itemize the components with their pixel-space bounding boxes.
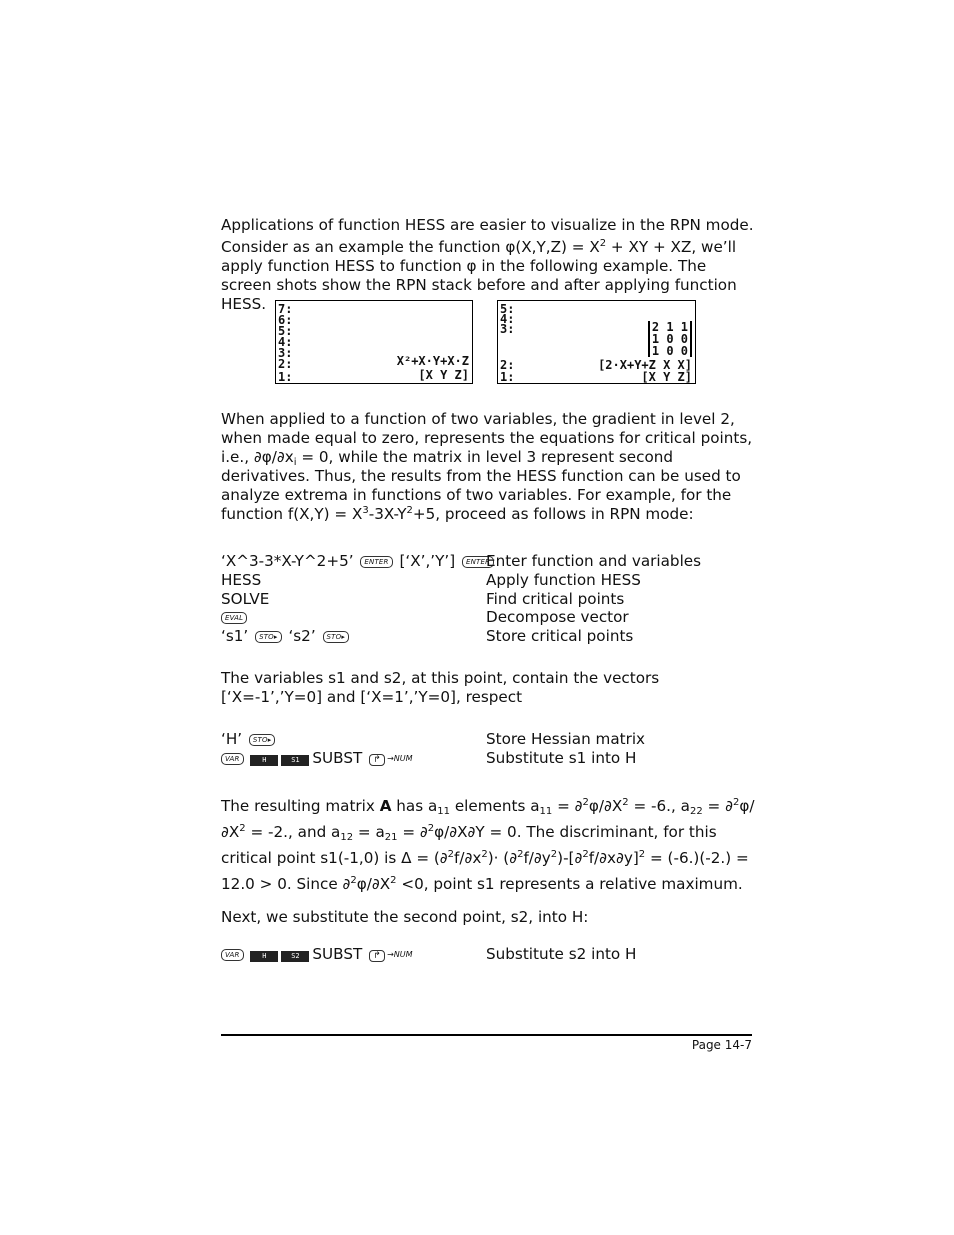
gradient-vector: [2·X+Y+Z X X]	[598, 358, 692, 372]
matrix-row: 1 0 0	[651, 332, 688, 346]
stack-level-label: 5:	[278, 324, 293, 338]
page-number: Page 14-7	[691, 1038, 752, 1052]
step-store: ‘s1’ STO▸ ‘s2’ STO▸ Store critical points	[221, 627, 634, 645]
step-hess: HESS Apply function HESS	[221, 571, 641, 589]
next-paragraph: Next, we substitute the second point, s2, into H:	[221, 908, 589, 926]
step-eval: EVAL Decompose vector	[221, 608, 756, 627]
step-enter-function: ‘X^3-3*X-Y^2+5’ ENTER [‘X’,’Y’] ENTER Enter function and variables	[221, 552, 702, 570]
stack-vars: [X Y Z]	[418, 368, 469, 382]
step-store-hessian: ‘H’ STO▸ Store Hessian matrix	[221, 730, 646, 748]
stack-level-label: 7:	[278, 302, 293, 316]
eval-key[interactable]: EVAL	[221, 612, 247, 624]
stack-level-label: 1:	[278, 370, 293, 384]
stack-level-label: 1:	[500, 370, 515, 384]
variables-paragraph: The variables s1 and s2, at this point, contain the vectors [‘X=-1’,’Y=0] and [‘X=1’,’Y=0], respect	[221, 669, 660, 706]
softkey-h[interactable]: H	[250, 755, 278, 766]
stack-vars: [X Y Z]	[641, 370, 692, 384]
num-key[interactable]: →NUM	[387, 950, 413, 959]
calculator-screen-before	[275, 300, 473, 384]
num-key[interactable]: →NUM	[387, 754, 413, 763]
softkey-s1[interactable]: S1	[281, 755, 309, 766]
stack-level-label: 2:	[278, 357, 293, 371]
right-shift-key[interactable]: ↱	[369, 754, 385, 766]
var-key[interactable]: VAR	[221, 949, 244, 961]
stack-level-label: 6:	[278, 313, 293, 327]
footer-rule	[221, 1034, 752, 1036]
var-key[interactable]: VAR	[221, 753, 244, 765]
enter-key[interactable]: ENTER	[360, 556, 392, 568]
intro-paragraph: Applications of function HESS are easier to visualize in the RPN mode.	[221, 216, 754, 234]
step-subst-s1: VAR H S1 SUBST ↱ →NUM Substitute s1 into H	[221, 749, 756, 768]
stack-level-label: 3:	[278, 346, 293, 360]
enter-key[interactable]: ENTER	[462, 556, 494, 568]
stack-level-label: 5:	[500, 302, 515, 316]
matrix-row: 2 1 1	[651, 320, 688, 334]
gradient-paragraph: When applied to a function of two variables, the gradient in level 2, when made equal to zero, represents the equations for critical points, i.e., $\partial\varphi/\partial x_i = 0$, while the matrix in level 3 represent second derivatives. Thus, the results from the HESS function can be used to analyze extrema in functions of two variables. For example, for the function $f(X,Y) = X^3-3X-Y^2+5$, proceed as follows in RPN mode:	[221, 410, 753, 523]
matrix-row: 1 0 0	[651, 344, 688, 358]
results-paragraph: The resulting matrix A has $a_{11}$ elements $a_{11} = \partial^2\varphi/\partial X^2 = -6$., $a_{22} = \partial^2\varphi/\partial X^2 = -2$., and $a_{12} = a_{21} = \partial^2\varphi/\partial X\partial Y = 0$. The discriminant, for this critical point s1(-1,0) is $\Delta = (\partial^2f/\partial x^2)\cdot (\partial^2f/\partial y^2)-[\partial^2f/\partial x\partial y]^2 = (-6.)(-2.) = 12.0 > 0$. Since $\partial^2\varphi/\partial X^2 <0$, point s1 represents a relative maximum.	[221, 797, 755, 893]
sto-key[interactable]: STO▸	[255, 631, 282, 643]
softkey-h[interactable]: H	[250, 951, 278, 962]
stack-level-label: 4:	[278, 335, 293, 349]
stack-level-label: 3:	[500, 322, 515, 336]
stack-level-label: 4:	[500, 312, 515, 326]
sto-key[interactable]: STO▸	[323, 631, 350, 643]
softkey-s2[interactable]: S2	[281, 951, 309, 962]
stack-expression: X²+X·Y+X·Z	[396, 354, 469, 368]
stack-level-label: 2:	[500, 358, 515, 372]
right-shift-key[interactable]: ↱	[369, 950, 385, 962]
sto-key[interactable]: STO▸	[249, 734, 276, 746]
calculator-screen-after	[497, 300, 696, 384]
step-subst-s2: VAR H S2 SUBST ↱ →NUM Substitute s2 into H	[221, 945, 756, 964]
example-paragraph: Consider as an example the function $\varphi(X,Y,Z) = X^2$ + XY + XZ, we’ll apply function HESS to function φ in the following example. The screen shots show the RPN stack before and after applying function HESS.	[221, 238, 737, 313]
step-solve: SOLVE Find critical points	[221, 590, 625, 608]
hessian-matrix	[648, 321, 692, 357]
